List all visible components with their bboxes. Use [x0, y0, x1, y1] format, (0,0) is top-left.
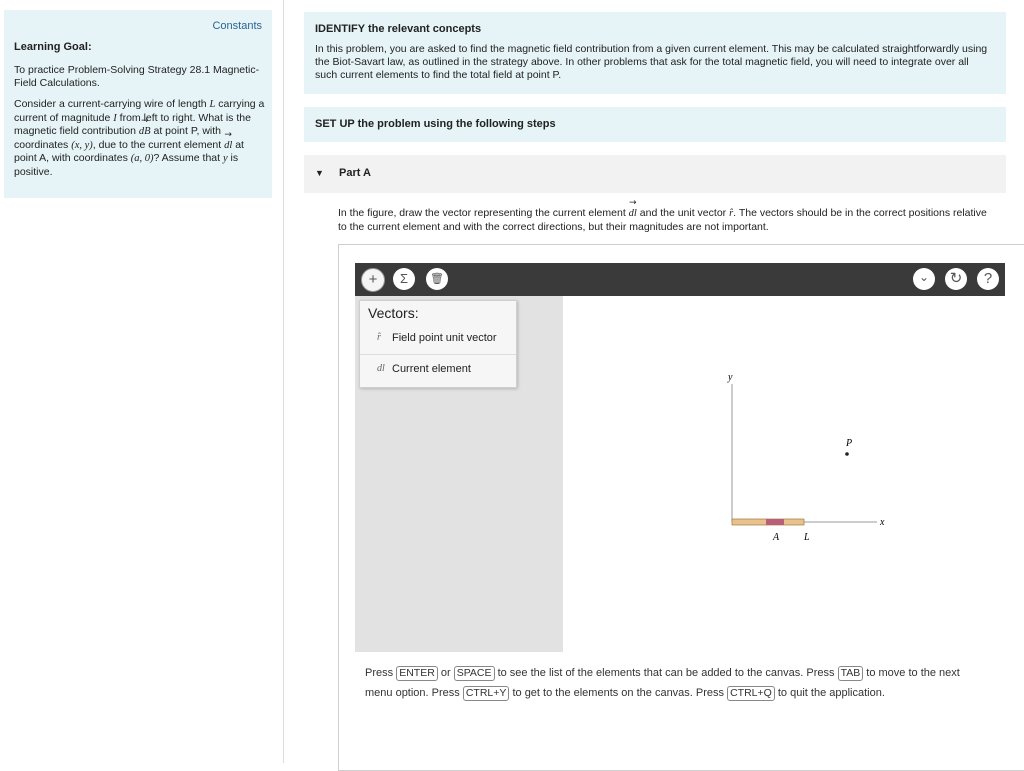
instruction-text: . The vectors should be in the correct positions relative to the current element and with the correct directions, but their magnitudes are not important.: [338, 207, 987, 233]
help-icon[interactable]: ?: [977, 268, 999, 290]
help-text: Press: [365, 667, 397, 679]
learning-goal-label: Learning Goal:: [14, 41, 92, 53]
menu-item-label: Current element: [392, 363, 471, 375]
triangle-down-icon[interactable]: ▼: [315, 168, 324, 178]
drawing-toolbar: [355, 263, 1005, 296]
problem-text: ? Assume that: [153, 152, 223, 164]
vectors-menu-title: Vectors:: [368, 305, 419, 321]
setup-heading: SET UP the problem using the following steps: [315, 118, 556, 130]
key-enter: ENTER: [396, 666, 438, 681]
math-xy: (x, y): [71, 139, 93, 151]
menu-separator: [360, 354, 516, 355]
rhat-icon: r̂: [377, 332, 381, 343]
coordinate-diagram: [652, 342, 925, 614]
math-rhat: r̂: [729, 208, 734, 219]
problem-text: at point P, with coordinates: [14, 125, 222, 151]
math-dB: → dB: [139, 125, 151, 139]
problem-statement: [14, 98, 266, 179]
reset-icon[interactable]: ↻: [945, 268, 967, 290]
problem-text: is positive.: [14, 152, 239, 178]
chevron-down-icon[interactable]: ⌄: [913, 268, 935, 290]
part-a-instructions: [338, 207, 998, 234]
math-dl: → dl: [629, 207, 637, 221]
menu-item-field-point-unit-vector[interactable]: [360, 327, 516, 349]
instruction-text: and the unit vector: [636, 207, 730, 219]
instruction-text: In the figure, draw the vector representing the current element: [338, 207, 629, 219]
point-p-label: P: [846, 438, 853, 449]
help-text: to quit the application.: [774, 687, 885, 699]
problem-text: , due to the current element: [92, 138, 225, 151]
math-y: y: [222, 153, 228, 164]
math-dl: → dl: [224, 139, 232, 153]
dl-icon: dl⃗: [377, 363, 393, 374]
problem-text: Consider a current-carrying wire of length: [14, 98, 210, 110]
learning-goal-text: To practice Problem-Solving Strategy 28.1 Magnetic-Field Calculations.: [14, 64, 260, 89]
trash-icon[interactable]: 🗑: [426, 268, 448, 290]
key-ctrl-q: CTRL+Q: [727, 686, 775, 701]
menu-item-current-element[interactable]: [360, 358, 516, 380]
help-text: to get to the elements on the canvas. Press: [509, 687, 728, 699]
setup-section: [304, 107, 1006, 142]
problem-text: from left to right. What is the magnetic field contribution: [14, 111, 251, 137]
point-a-label: A: [773, 532, 780, 543]
identify-section: [304, 12, 1006, 94]
identify-heading: IDENTIFY the relevant concepts: [315, 23, 482, 35]
y-axis-label: y: [728, 372, 733, 383]
help-text: or: [437, 667, 454, 679]
sigma-icon[interactable]: Σ: [393, 268, 415, 290]
current-element-segment: [766, 519, 784, 525]
math-L: L: [209, 99, 216, 110]
constants-link[interactable]: Constants: [212, 20, 262, 32]
key-space: SPACE: [454, 666, 495, 681]
key-tab: TAB: [838, 666, 864, 681]
panel-divider: [283, 0, 284, 763]
drawing-canvas[interactable]: [652, 342, 925, 614]
help-text: to move to the next menu option. Press: [365, 667, 960, 699]
key-ctrl-y: CTRL+Y: [463, 686, 510, 701]
math-I: I: [113, 112, 117, 124]
math-a0: (a, 0): [130, 153, 154, 164]
learning-goal-panel: [4, 10, 272, 198]
part-a-header[interactable]: [304, 155, 1006, 193]
keyboard-help-text: [365, 663, 965, 703]
identify-text: In this problem, you are asked to find the magnetic field contribution from a given current element. This may be calculated straightforwardly using the Biot-Savart law, as outlined in the strategy above. In other problems that ask for the total magnetic field, you will need to integrate over all such current elements to find the total field at point P.: [315, 43, 988, 81]
problem-text: carrying a current of magnitude: [14, 98, 265, 124]
help-text: to see the list of the elements that can be added to the canvas. Press: [494, 667, 838, 679]
problem-text: at point A, with coordinates: [14, 138, 244, 164]
x-axis-label: x: [880, 517, 885, 528]
add-icon[interactable]: +: [361, 268, 385, 292]
point-p: [845, 452, 849, 456]
menu-item-label: Field point unit vector: [392, 332, 497, 344]
length-l-label: L: [804, 532, 810, 543]
part-a-title: Part A: [339, 167, 371, 179]
vectors-menu: [359, 300, 517, 388]
